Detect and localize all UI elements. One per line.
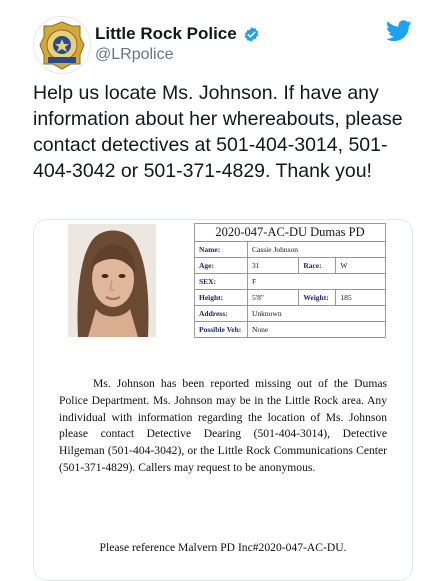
case-title: 2020-047-AC-DU Dumas PD bbox=[194, 223, 386, 241]
name-value: Cassie Johnson bbox=[248, 242, 386, 258]
missing-person-photo bbox=[68, 224, 156, 337]
table-row bbox=[195, 274, 386, 290]
account-handle[interactable]: @LRpolice bbox=[95, 46, 174, 63]
avatar[interactable] bbox=[33, 16, 91, 74]
age-label: Age: bbox=[195, 258, 248, 274]
height-label: Height: bbox=[195, 290, 248, 306]
verified-badge-icon bbox=[243, 26, 260, 43]
missing-person-form bbox=[194, 223, 386, 338]
table-row bbox=[195, 290, 386, 306]
sex-value: F bbox=[248, 274, 386, 290]
table-row bbox=[195, 306, 386, 322]
flyer-reference: Please reference Malvern PD Inc#2020-047-AC-DU. bbox=[99, 541, 347, 554]
weight-label: Weight: bbox=[299, 290, 336, 306]
details-table bbox=[194, 241, 386, 338]
display-name[interactable]: Little Rock Police bbox=[95, 24, 237, 43]
race-value: W bbox=[336, 258, 386, 274]
attached-image[interactable] bbox=[33, 219, 413, 581]
vehicle-value: None bbox=[248, 322, 386, 338]
address-value: Unknown bbox=[248, 306, 386, 322]
table-row bbox=[195, 322, 386, 338]
table-row bbox=[195, 258, 386, 274]
address-label: Address: bbox=[195, 306, 248, 322]
author-name-row bbox=[95, 24, 260, 44]
table-row bbox=[195, 242, 386, 258]
race-label: Race: bbox=[299, 258, 336, 274]
vehicle-label: Possible Veh: bbox=[195, 322, 248, 338]
flyer-body-text: Ms. Johnson has been reported missing out of the Dumas Police Department. Ms. Johnson may be in the Little Rock area. Any individual with information regarding the location of Ms. Johnson please contact Detective Dearing (501-404-3014), Detective Hilgeman (501-404-3042), or the Little Rock Communications Center (501-371-4829). Callers may request to be anonymous. bbox=[59, 377, 387, 474]
tweet-text: Help us locate Ms. Johnson. If have any information about her whereabouts, please contact detectives at 501-404-3014, 501-404-3042 or 501-371-4829. Thank you! bbox=[33, 82, 403, 182]
twitter-bird-icon[interactable] bbox=[386, 20, 412, 42]
name-label: Name: bbox=[195, 242, 248, 258]
age-value: 31 bbox=[248, 258, 299, 274]
height-value: 5'8" bbox=[248, 290, 299, 306]
police-badge-icon bbox=[34, 17, 90, 73]
sex-label: SEX: bbox=[195, 274, 248, 290]
weight-value: 185 bbox=[336, 290, 386, 306]
